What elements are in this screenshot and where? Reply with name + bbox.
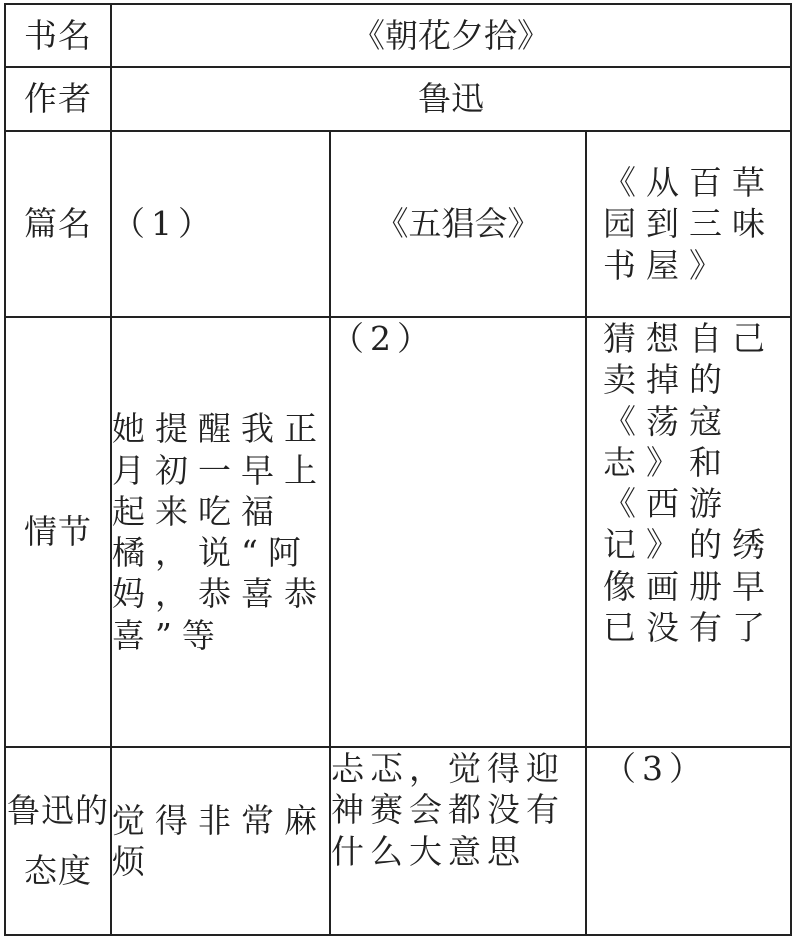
chapter-col3: 《从百草园到三味书屋》 — [586, 131, 791, 317]
attitude-col1: 觉得非常麻烦 — [111, 747, 330, 935]
row-book — [5, 4, 791, 67]
header-author: 作者 — [5, 67, 111, 131]
chapter-col2: 《五猖会》 — [330, 131, 586, 317]
attitude-col3: （3） — [586, 747, 791, 935]
row-plot — [5, 317, 791, 747]
plot-col3: 猜想自己卖掉的《荡寇志》和《西游记》的绣像画册早已没有了 — [586, 317, 791, 747]
attitude-col2: 忐忑，觉得迎神赛会都没有什么大意思 — [330, 747, 586, 935]
chapter-col1: （1） — [111, 131, 330, 317]
header-chapter: 篇名 — [5, 131, 111, 317]
author-name: 鲁迅 — [111, 67, 791, 131]
row-author — [5, 67, 791, 131]
row-attitude — [5, 747, 791, 935]
book-title: 《朝花夕拾》 — [111, 4, 791, 67]
header-attitude: 鲁迅的态度 — [5, 747, 111, 935]
header-plot: 情节 — [5, 317, 111, 747]
reading-table — [4, 3, 792, 936]
plot-col1: 她提醒我正月初一早上起来吃福橘，说“阿妈，恭喜恭喜”等 — [111, 317, 330, 747]
row-chapter — [5, 131, 791, 317]
plot-col2: （2） — [330, 317, 586, 747]
header-book: 书名 — [5, 4, 111, 67]
